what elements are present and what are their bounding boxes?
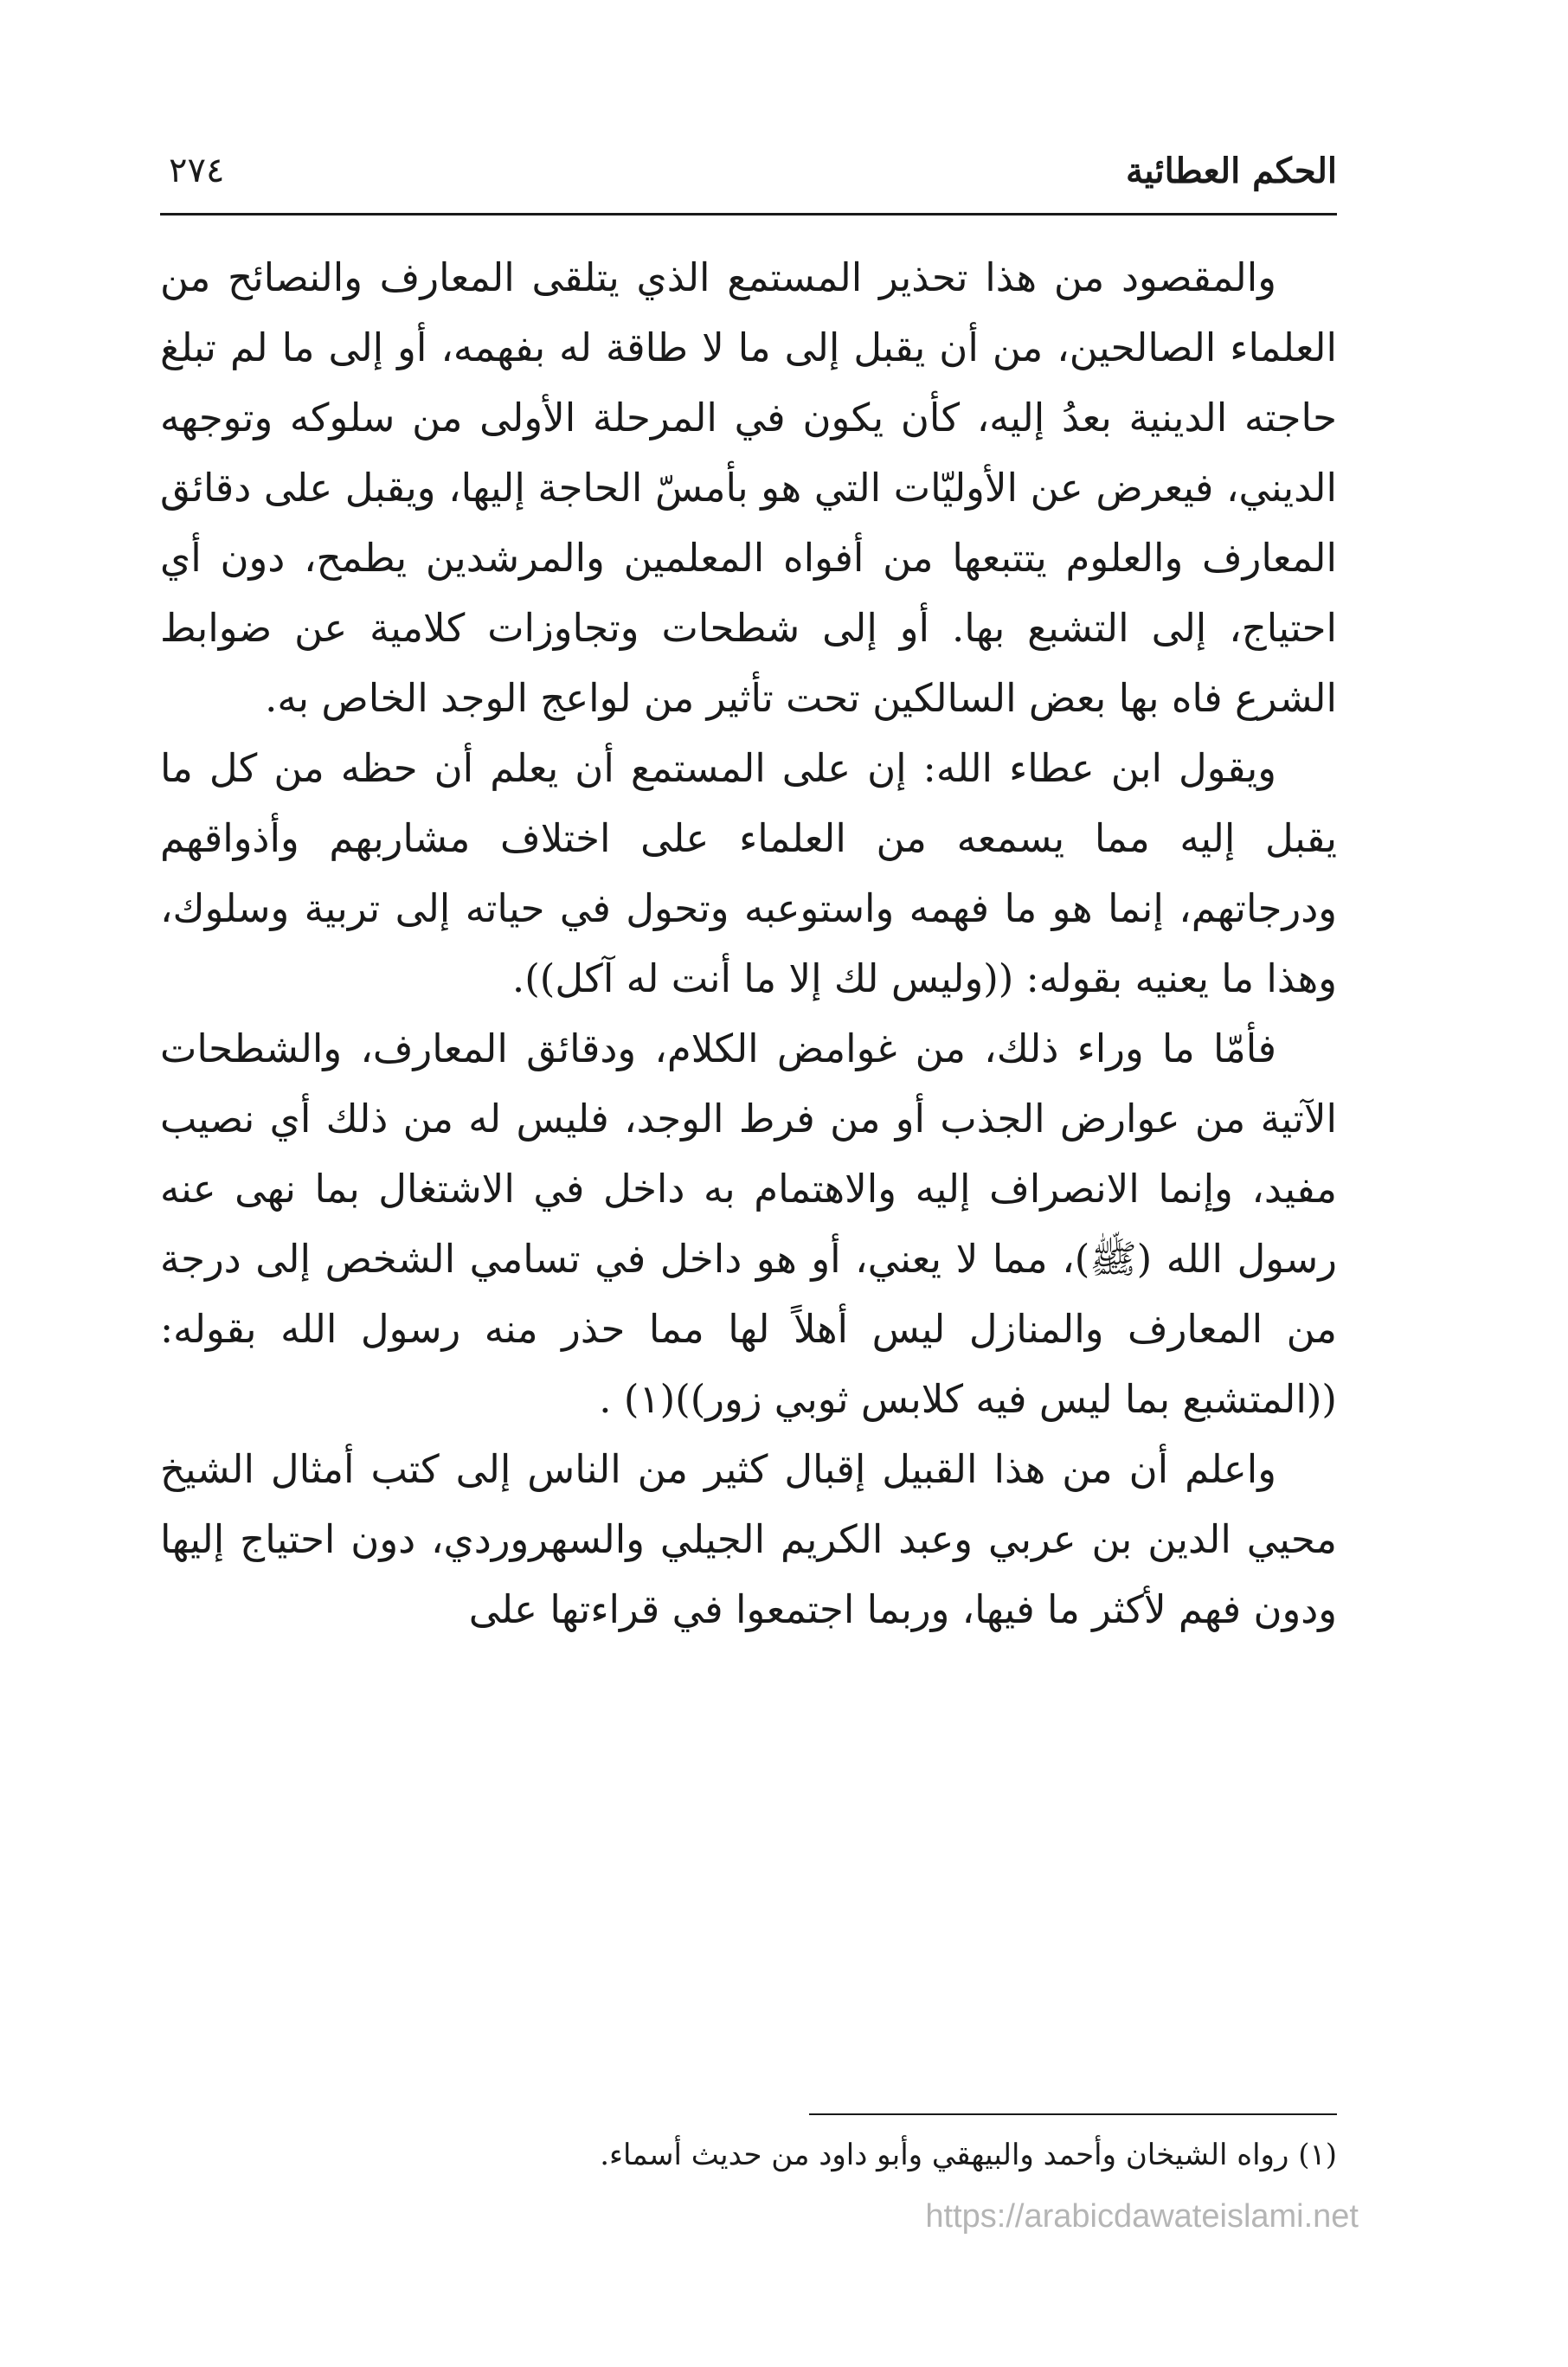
paragraph: والمقصود من هذا تحذير المستمع الذي يتلقى المعارف والنصائح من العلماء الصالحين، من أن يقبل إلى ما لا طاقة له بفهمه، أو إلى ما لم تبلغ حاجته الدينية بعدُ إليه، كأن يكون في المرحلة الأولى من سلوكه وتوجهه الديني، فيعرض عن الأوليّات التي هو بأمسّ الحاجة إليها، ويقبل على دقائق المعارف والعلوم يتتبعها من أفواه المعلمين والمرشدين يطمح، دون أي احتياج، إلى التشبع بها. أو إلى شطحات وتجاوزات كلامية عن ضوابط الشرع فاه بها بعض السالكين تحت تأثير من لواعج الوجد الخاص به. bbox=[160, 254, 1337, 721]
page-number: ٢٧٤ bbox=[169, 151, 225, 190]
paragraph: فأمّا ما وراء ذلك، من غوامض الكلام، ودقائق المعارف، والشطحات الآتية من عوارض الجذب أو من فرط الوجد، فليس له من ذلك أي نصيب مفيد، وإنما الانصراف إليه والاهتمام به داخل في الاشتغال بما نهى عنه رسول الله (ﷺ)، مما لا يعني، أو هو داخل في تسامي الشخص إلى درجة من المعارف والمنازل ليس أهلاً لها مما حذر منه رسول الله بقوله: ((المتشبع بما ليس فيه كلابس ثوبي زور))(١) . bbox=[160, 1026, 1337, 1422]
paragraph: واعلم أن من هذا القبيل إقبال كثير من الناس إلى كتب أمثال الشيخ محيي الدين بن عربي وعبد الكريم الجيلي والسهروردي، دون احتياج إليها ودون فهم لأكثر ما فيها، وربما اجتمعوا في قراءتها على bbox=[160, 1446, 1337, 1632]
paragraph: ويقول ابن عطاء الله: إن على المستمع أن يعلم أن حظه من كل ما يقبل إليه مما يسمعه من العلماء على اختلاف مشاربهم وأذواقهم ودرجاتهم، إنما هو ما فهمه واستوعبه وتحول في حياته إلى تربية وسلوك، وهذا ما يعنيه بقوله: ((وليس لك إلا ما أنت له آكل)). bbox=[160, 745, 1337, 1001]
running-title: الحكم العطائية bbox=[1125, 151, 1337, 191]
page-header bbox=[160, 147, 1337, 208]
footnote-divider bbox=[809, 2113, 1337, 2115]
body-text bbox=[160, 242, 1337, 1644]
footnote: (١) رواه الشيخان وأحمد والبيهقي وأبو داود من حديث أسماء. bbox=[600, 2138, 1337, 2172]
watermark-url: https://arabicdawateislami.net bbox=[925, 2198, 1359, 2235]
header-divider bbox=[160, 213, 1337, 215]
